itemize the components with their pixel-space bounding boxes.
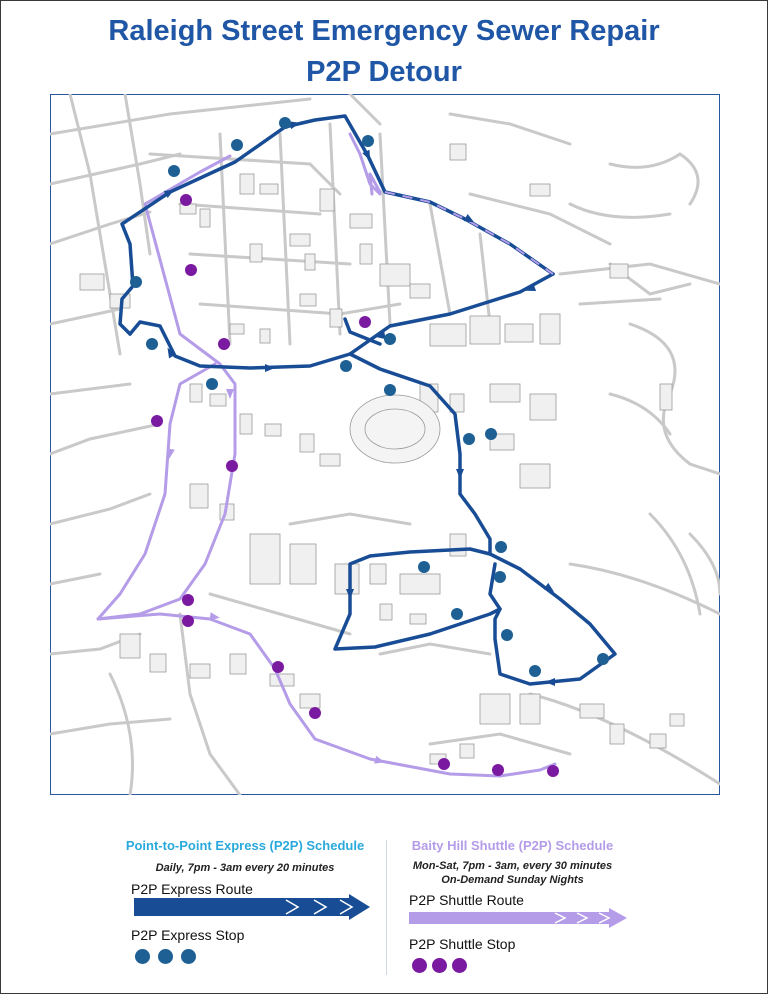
shuttle-stop-marker	[185, 264, 197, 276]
express-stop-marker	[130, 276, 142, 288]
stadium	[350, 395, 440, 463]
express-schedule-heading: Point-to-Point Express (P2P) Schedule	[125, 838, 365, 853]
shuttle-stop-marker	[182, 615, 194, 627]
express-schedule-text: Daily, 7pm - 3am every 20 minutes	[155, 862, 335, 874]
express-stop-marker	[529, 665, 541, 677]
express-stop-swatch	[158, 949, 173, 964]
express-stop-marker	[384, 333, 396, 345]
shuttle-stop-swatch	[452, 958, 467, 973]
express-stop-marker	[362, 135, 374, 147]
express-stop-swatch	[181, 949, 196, 964]
shuttle-stop-marker	[182, 594, 194, 606]
express-stop-marker	[485, 428, 497, 440]
express-route-swatch	[134, 894, 370, 920]
express-stop-marker	[494, 571, 506, 583]
express-stop-marker	[231, 139, 243, 151]
shuttle-stop-marker	[492, 764, 504, 776]
express-stop-label: P2P Express Stop	[131, 927, 245, 943]
shuttle-stop-marker	[151, 415, 163, 427]
shuttle-stop-marker	[226, 460, 238, 472]
shuttle-stop-marker	[547, 765, 559, 777]
shuttle-stop-marker	[438, 758, 450, 770]
express-stop-marker	[418, 561, 430, 573]
express-stop-marker	[384, 384, 396, 396]
shuttle-stop-swatch	[412, 958, 427, 973]
shuttle-stop-marker	[218, 338, 230, 350]
shuttle-route-label: P2P Shuttle Route	[409, 892, 524, 908]
express-stop-marker	[279, 117, 291, 129]
map-title: Raleigh Street Emergency Sewer Repair	[108, 15, 660, 47]
shuttle-schedule-text: Mon-Sat, 7pm - 3am, every 30 minutes	[412, 860, 613, 872]
express-stop-marker	[146, 338, 158, 350]
shuttle-stop-swatch	[432, 958, 447, 973]
shuttle-stop-marker	[309, 707, 321, 719]
shuttle-stop-marker	[359, 316, 371, 328]
legend-divider	[386, 840, 387, 975]
express-stop-marker	[501, 629, 513, 641]
express-stop-marker	[597, 653, 609, 665]
shuttle-stop-label: P2P Shuttle Stop	[409, 936, 516, 952]
express-stop-marker	[463, 433, 475, 445]
shuttle-stop-marker	[272, 661, 284, 673]
express-stop-marker	[206, 378, 218, 390]
express-legend	[120, 838, 370, 875]
express-stop-marker	[451, 608, 463, 620]
express-stop-marker	[340, 360, 352, 372]
shuttle-route-swatch	[409, 908, 627, 928]
shuttle-schedule-heading: Baity Hill Shuttle (P2P) Schedule	[411, 838, 614, 853]
shuttle-stop-marker	[180, 194, 192, 206]
express-stop-marker	[168, 165, 180, 177]
express-stop-marker	[495, 541, 507, 553]
shuttle-sunday-text: On-Demand Sunday Nights	[441, 874, 584, 886]
express-route-label: P2P Express Route	[131, 881, 253, 897]
campus-map	[50, 94, 720, 795]
shuttle-legend	[400, 838, 625, 887]
express-stop-swatch	[135, 949, 150, 964]
map-subtitle: P2P Detour	[306, 56, 462, 88]
